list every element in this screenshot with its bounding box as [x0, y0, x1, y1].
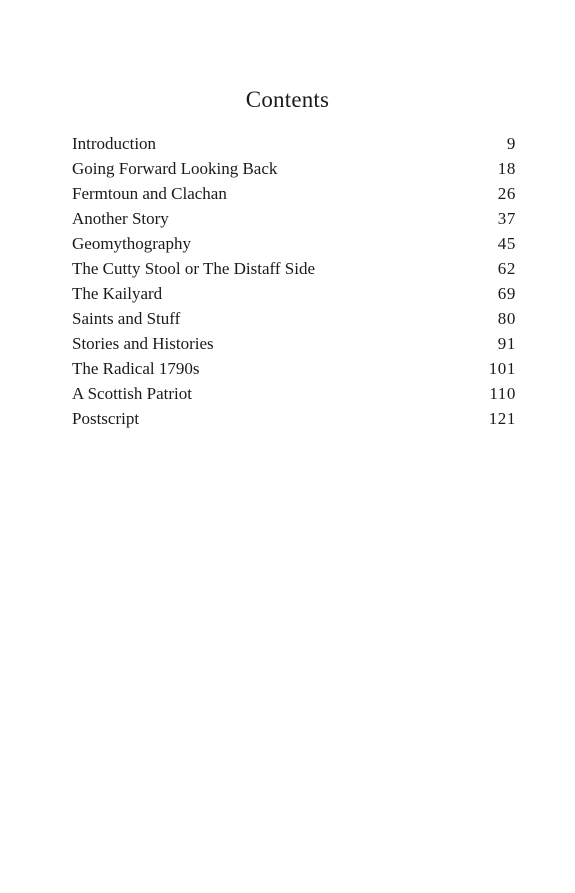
toc-entry — [72, 181, 516, 206]
toc-entry-page: 26 — [497, 184, 516, 203]
toc-entry — [72, 231, 516, 256]
toc-entry-page: 110 — [489, 384, 516, 403]
toc-entry — [72, 381, 516, 406]
toc-entry-title: Geomythography — [72, 234, 191, 253]
toc-entry-title: The Kailyard — [72, 284, 163, 303]
toc-entry-title: Introduction — [72, 134, 157, 153]
toc-entry-title: Saints and Stuff — [72, 309, 181, 328]
toc-entry — [72, 306, 516, 331]
toc-entry-title: The Radical 1790s — [72, 359, 200, 378]
toc-entry-title: Postscript — [72, 409, 140, 428]
toc-entry-title: The Cutty Stool or The Distaff Side — [72, 259, 316, 278]
page-title: Contents — [245, 87, 330, 112]
toc-entry-title: Stories and Histories — [72, 334, 214, 353]
toc-entry-title: A Scottish Patriot — [72, 384, 192, 403]
toc-entry — [72, 206, 516, 231]
toc-entry — [72, 331, 516, 356]
toc-entry — [72, 281, 516, 306]
toc-entry-title: Fermtoun and Clachan — [72, 184, 227, 203]
toc-entry-page: 18 — [497, 159, 516, 178]
toc-entry-page: 9 — [506, 134, 516, 153]
toc-entry — [72, 406, 516, 431]
toc-entry-page: 91 — [497, 334, 516, 353]
toc-entry-title: Another Story — [72, 209, 169, 228]
toc-entry-page: 80 — [497, 309, 516, 328]
toc-entry — [72, 156, 516, 181]
toc-entry-page: 101 — [488, 359, 516, 378]
table-of-contents — [72, 131, 516, 431]
toc-entry-page: 37 — [497, 209, 516, 228]
toc-entry-page: 121 — [488, 409, 516, 428]
toc-entry — [72, 256, 516, 281]
toc-entry-page: 45 — [497, 234, 516, 253]
toc-entry — [72, 356, 516, 381]
toc-entry-title: Going Forward Looking Back — [72, 159, 278, 178]
toc-entry-page: 69 — [497, 284, 516, 303]
toc-entry — [72, 131, 516, 156]
toc-entry-page: 62 — [497, 259, 516, 278]
